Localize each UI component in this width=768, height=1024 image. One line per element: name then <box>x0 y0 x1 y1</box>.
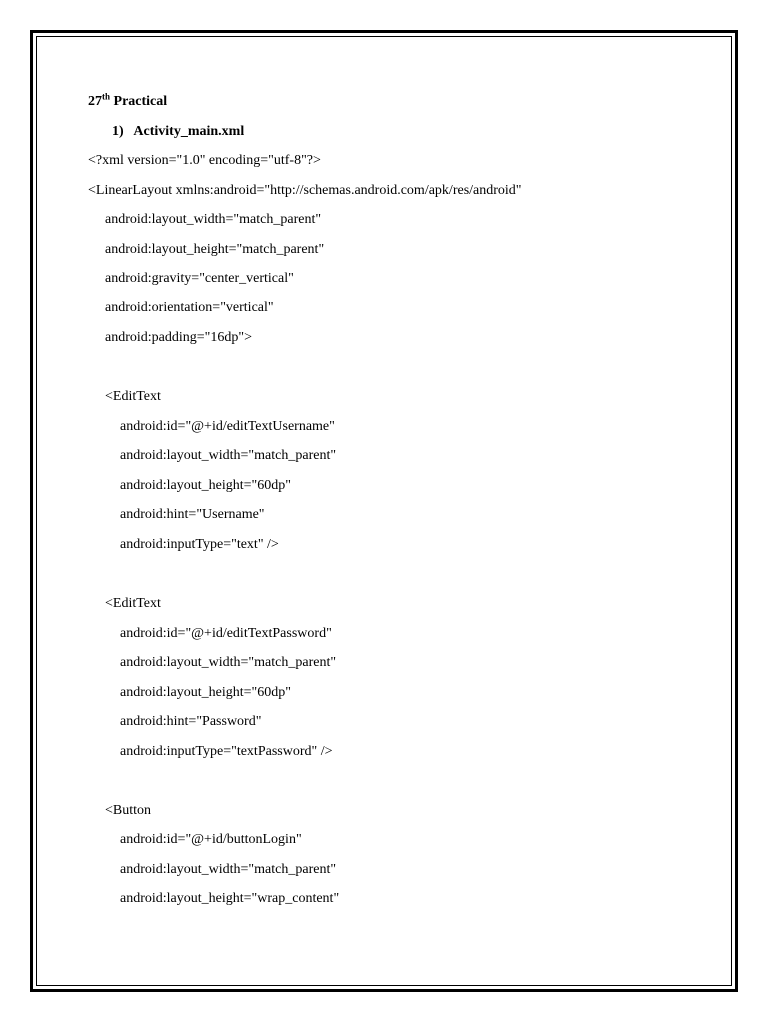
title-text: Practical <box>110 94 168 109</box>
code-line: android:layout_width="match_parent" <box>105 212 322 227</box>
code-line: android:layout_height="match_parent" <box>105 242 325 257</box>
code-line: android:layout_width="match_parent" <box>120 655 337 670</box>
code-line: android:layout_height="wrap_content" <box>120 891 340 906</box>
code-line: android:layout_width="match_parent" <box>120 862 337 877</box>
code-line: android:hint="Password" <box>120 714 262 729</box>
code-line: android:layout_height="60dp" <box>120 478 291 493</box>
code-line: <EditText <box>105 389 161 404</box>
code-line: android:layout_width="match_parent" <box>120 448 337 463</box>
code-line: <?xml version="1.0" encoding="utf-8"?> <box>88 153 321 168</box>
section-title: Activity_main.xml <box>133 124 245 139</box>
section-number: 1) <box>112 124 124 139</box>
section-heading <box>112 124 244 140</box>
code-line: android:padding="16dp"> <box>105 330 252 345</box>
code-line: android:id="@+id/buttonLogin" <box>120 832 302 847</box>
code-line: <LinearLayout xmlns:android="http://schemas.android.com/apk/res/android" <box>88 183 522 198</box>
code-line: android:id="@+id/editTextPassword" <box>120 626 332 641</box>
code-line: android:gravity="center_vertical" <box>105 271 294 286</box>
code-line: android:inputType="textPassword" /> <box>120 744 333 759</box>
code-line: android:hint="Username" <box>120 507 265 522</box>
title-suffix: th <box>102 91 111 102</box>
code-line: android:id="@+id/editTextUsername" <box>120 419 335 434</box>
code-line: <Button <box>105 803 152 818</box>
code-line: android:layout_height="60dp" <box>120 685 291 700</box>
code-line: android:inputType="text" /> <box>120 537 279 552</box>
code-line: android:orientation="vertical" <box>105 300 274 315</box>
title-number: 27 <box>88 94 102 109</box>
practical-title <box>88 91 168 110</box>
code-line: <EditText <box>105 596 161 611</box>
